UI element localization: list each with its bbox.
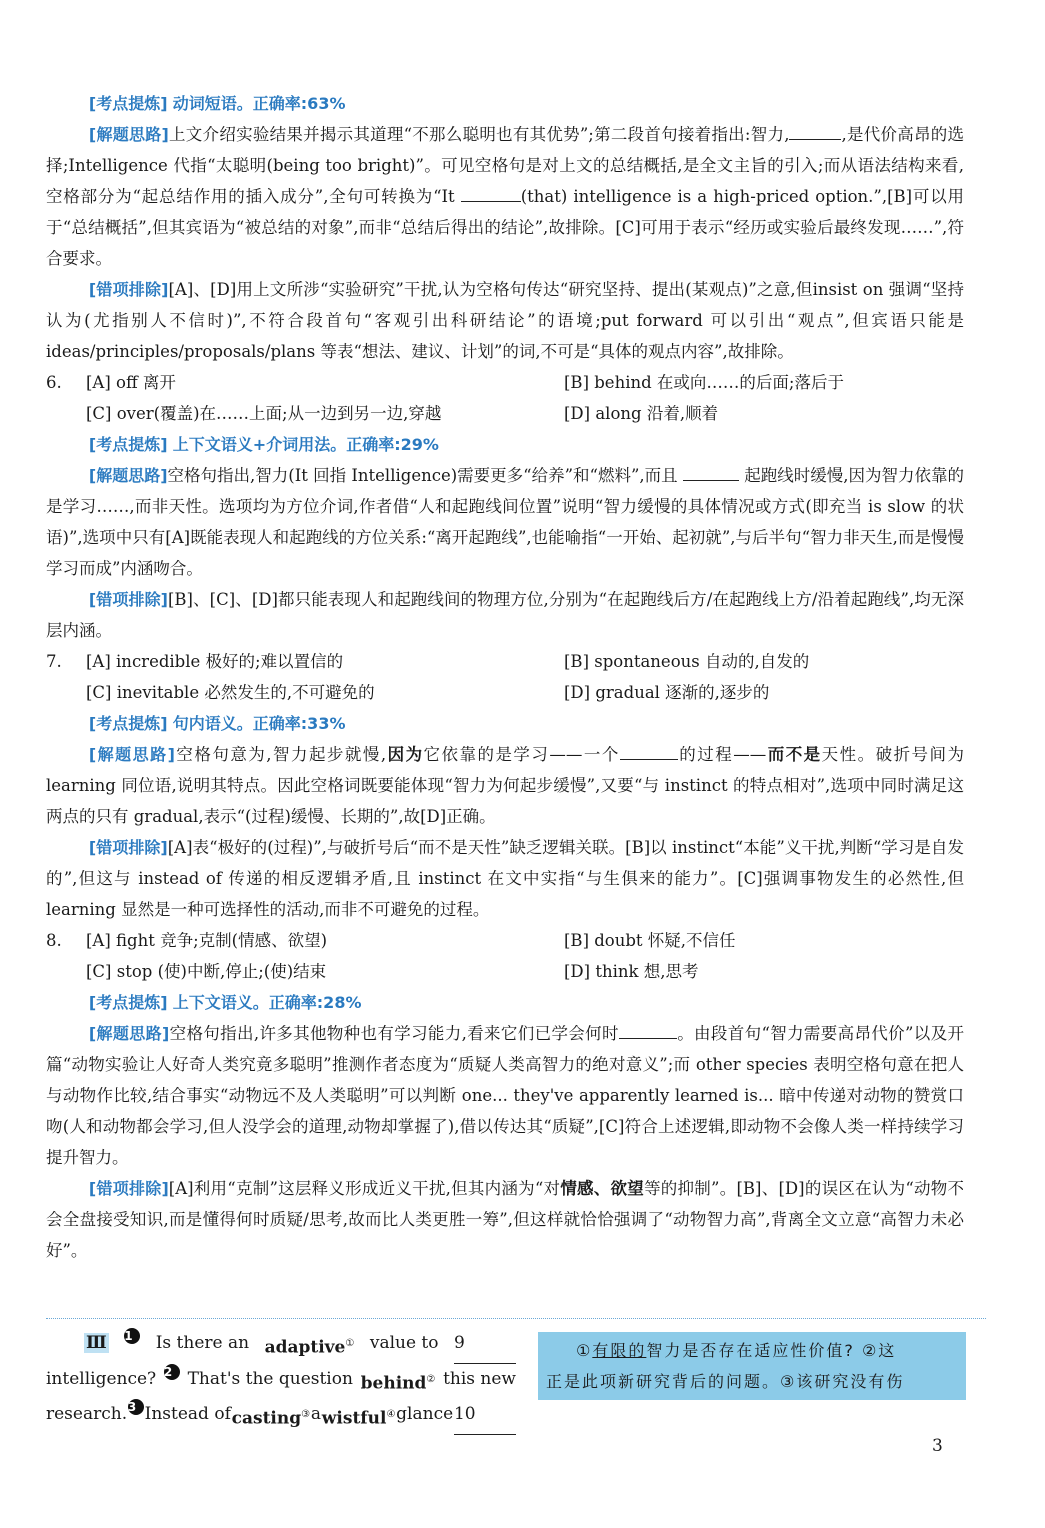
option-b: [B] behind 在或向……的后面;落后于 [564,373,844,392]
kaodian-text: 上下文语义+介词用法。正确率:29% [172,435,439,454]
passage-text-run: value to [369,1333,439,1353]
question-number: 6. [46,373,62,392]
answer-blank [620,743,678,761]
vocab-word: wistful [321,1408,387,1429]
q5-jieti [46,119,964,274]
footnote-marker: ① [576,1341,593,1360]
kaodian-text: 动词短语。正确率:63% [172,94,346,113]
jieti-text: 起跑线时缓慢,因为智力依靠的是学习……,而非天性。选项均为方位介词,作者借“人和起跑线间位置”说明“智力缓慢的具体情况或方式(即充当 is slow 的状语)”,选项中只有[A]既能表现人和起跑线的方位关系:“离开起跑线”,也能喻指“一开始、起初就”,与后半句“智力非天生,而是慢慢学习而成”内涵吻合。 [46,466,964,578]
jieti-text: 空格句意为,智力起步就慢, [174,745,387,764]
cuoxiang-tag: [错项排除] [88,1179,169,1198]
sentence-number-icon: 3 [128,1399,144,1415]
option-c: [C] inevitable 必然发生的,不可避免的 [86,683,375,702]
jieti-text: 空格句指出,许多其他物种也有学习能力,看来它们已学会何时 [169,1024,619,1043]
kaodian-tag: [考点提炼] [88,94,168,113]
q8-jieti [46,1018,964,1173]
emphasis-text: 情感、欲望 [560,1179,645,1198]
passage-text-run: a [310,1404,322,1425]
option-c: [C] over(覆盖)在……上面;从一边到另一边,穿越 [86,404,442,423]
q8-cuoxiang [46,1173,964,1266]
blank-9: 9 [454,1328,516,1364]
sentence-number-icon: 2 [164,1364,180,1380]
q6-kaodian [46,429,964,460]
q6-jieti [46,460,964,584]
passage-text-run: intelligence? [46,1368,157,1389]
kaodian-text: 句内语义。正确率:33% [172,714,346,733]
passage-text-run: this new [443,1368,516,1389]
cuoxiang-text: [A]表“极好的(过程)”,与破折号后“而不是天性”缺乏逻辑关联。[B]以 instinct“本能”义干扰,判断“学习是自发的”,但这与 instead of 传递的相反逻辑矛盾,且 instinct 在文中实指“与生俱来的能力”。[C]强调事物发生的必然性,但 learning 显然是一种可选择性的活动,而非不可避免的过程。 [46,838,964,919]
jieti-tag: [解题思路] [88,125,169,144]
kaodian-tag: [考点提炼] [88,435,168,454]
vocab-word: adaptive [264,1337,346,1358]
option-a: [A] off 离开 [86,373,176,392]
jieti-text: (that) intelligence is a high-priced option.”,[B]可以用于“总结概括”,但其宾语为“被总结的对象”,而非“总结后得出的结论”,故排除。[C]可用于表示“经历或实验后最终发现……”,符合要求。 [46,187,965,268]
q8-options [46,925,964,987]
jieti-text: 上文介绍实验结果并揭示其道理“不那么聪明也有其优势”;第二段首句接着指出:智力, [168,125,790,144]
option-d: [D] think 想,思考 [564,962,699,981]
option-a: [A] fight 竞争;克制(情感、欲望) [86,931,328,950]
cuoxiang-text: [A]利用“克制”这层释义形成近义干扰,但其内涵为“对 [168,1179,561,1198]
q7-jieti [46,739,964,832]
translation-text: 智力是否存在适应性价值? ②这 [646,1341,897,1360]
cuoxiang-text: [B]、[C]、[D]都只能表现人和起跑线间的物理方位,分别为“在起跑线后方/在起跑线上方/沿着起跑线”,均无深层内涵。 [46,590,964,640]
passage-text [46,1328,516,1435]
q7-kaodian [46,708,964,739]
section-divider [46,1318,986,1319]
jieti-text: 空格句指出,智力(It 回指 Intelligence)需要更多“给养”和“燃料”,而且 [167,466,678,485]
passage-text-run: That's the question [187,1368,353,1389]
option-b: [B] doubt 怀疑,不信任 [564,931,736,950]
answer-blank [683,464,739,482]
vocab-word: behind [360,1373,427,1394]
underlined-text: 有限的 [592,1341,647,1360]
answer-blank [619,1022,677,1040]
option-a: [A] incredible 极好的;难以置信的 [86,652,344,671]
option-b: [B] spontaneous 自动的,自发的 [564,652,810,671]
footnote-marker: ① [345,1338,355,1349]
cuoxiang-tag: [错项排除] [88,838,168,857]
cuoxiang-tag: [错项排除] [88,280,169,299]
jieti-text: 。由段首句“智力需要高昂代价”以及开篇“动物实验让人好奇人类究竟多聪明”推测作者态度为“质疑人类高智力的绝对意义”;而 other species 表明空格句意在把人与动物作比较,结合事实“动物远不及人类聪明”可以判断 one... they've apparently learned is... 暗中传递对动物的赞赏口吻(人和动物都会学习,但人没学会的道理,动物却掌握了),借以传达其“质疑”,[C]符合上述逻辑,即动物不会像人类一样持续学习提升智力。 [46,1024,964,1167]
q7-options [46,646,964,708]
passage-text-run: Is there an [155,1333,250,1353]
blank-10: 10 [454,1399,516,1435]
option-d: [D] along 沿着,顺着 [564,404,719,423]
footnote-marker: ④ [386,1409,396,1421]
translation-box [538,1332,966,1400]
cuoxiang-tag: [错项排除] [88,590,168,609]
kaodian-tag: [考点提炼] [88,714,168,733]
jieti-text: 它依靠的是学习——一个 [423,745,620,764]
footnote-marker: ② [426,1373,436,1385]
cuoxiang-text: [A]、[D]用上文所涉“实验研究”干扰,认为空格句传达“研究坚持、提出(某观点)”之意,但insist on 强调“坚持认为(尤指别人不信时)”,不符合段首句“客观引出科研结论”的语境;put forward 可以引出“观点”,但宾语只能是 ideas/principles/proposals/plans 等表“想法、建议、计划”的词,不可是“具体的观点内容”,故排除。 [46,280,964,361]
jieti-text: 天性。破折号间为 learning 同位语,说明其特点。因此空格词既要能体现“智力为何起步缓慢”,又要“与 instinct 的特点相对”,选项中同时满足这两点的只有 gradual,表示“(过程)缓慢、长期的”,故[D]正确。 [46,745,965,826]
answer-blank [789,123,841,141]
page-number: 3 [932,1436,943,1456]
jieti-tag: [解题思路] [88,466,168,485]
option-d: [D] gradual 逐渐的,逐步的 [564,683,770,702]
emphasis-text: 而不是 [766,745,822,764]
section-numeral: Ⅲ [86,1333,107,1353]
vocab-word: casting [231,1408,302,1429]
answer-blank [461,185,521,203]
kaodian-tag: [考点提炼] [88,993,168,1012]
q5-kaodian [46,88,964,119]
question-number: 7. [46,652,62,671]
jieti-tag: [解题思路] [88,1024,170,1043]
option-c: [C] stop (使)中断,停止;(使)结束 [86,962,327,981]
emphasis-text: 因为 [386,745,424,764]
passage-text-run: glance [396,1404,454,1425]
explanation-content [46,88,964,1266]
translation-text: 正是此项新研究背后的问题。③该研究没有伤 [546,1372,905,1391]
q6-cuoxiang [46,584,964,646]
jieti-tag: [解题思路] [88,745,175,764]
q5-cuoxiang [46,274,964,367]
kaodian-text: 上下文语义。正确率:28% [172,993,362,1012]
q8-kaodian [46,987,964,1018]
jieti-text: ,是代价高昂的选择;Intelligence 代指“太聪明(being too bright)”。可见空格句是对上文的总结概括,是全文主旨的引入;而从语法结构来看,空格部分为“起总结作用的插入成分”,全句可转换为“It [46,125,964,206]
passage-text-run: Instead of [144,1404,231,1425]
question-number: 8. [46,931,62,950]
footnote-marker: ③ [301,1409,311,1421]
q6-options [46,367,964,429]
q7-cuoxiang [46,832,964,925]
sentence-number-icon: 1 [124,1328,140,1344]
cuoxiang-text: 等的抑制”。[B]、[D]的误区在认为“动物不会全盘接受知识,而是懂得何时质疑/思考,故而比人类更胜一筹”,但这样就恰恰强调了“动物智力高”,背离全文立意“高智力未必好”。 [46,1179,964,1260]
passage-text-run: research. [46,1404,128,1425]
jieti-text: 的过程—— [677,745,767,764]
